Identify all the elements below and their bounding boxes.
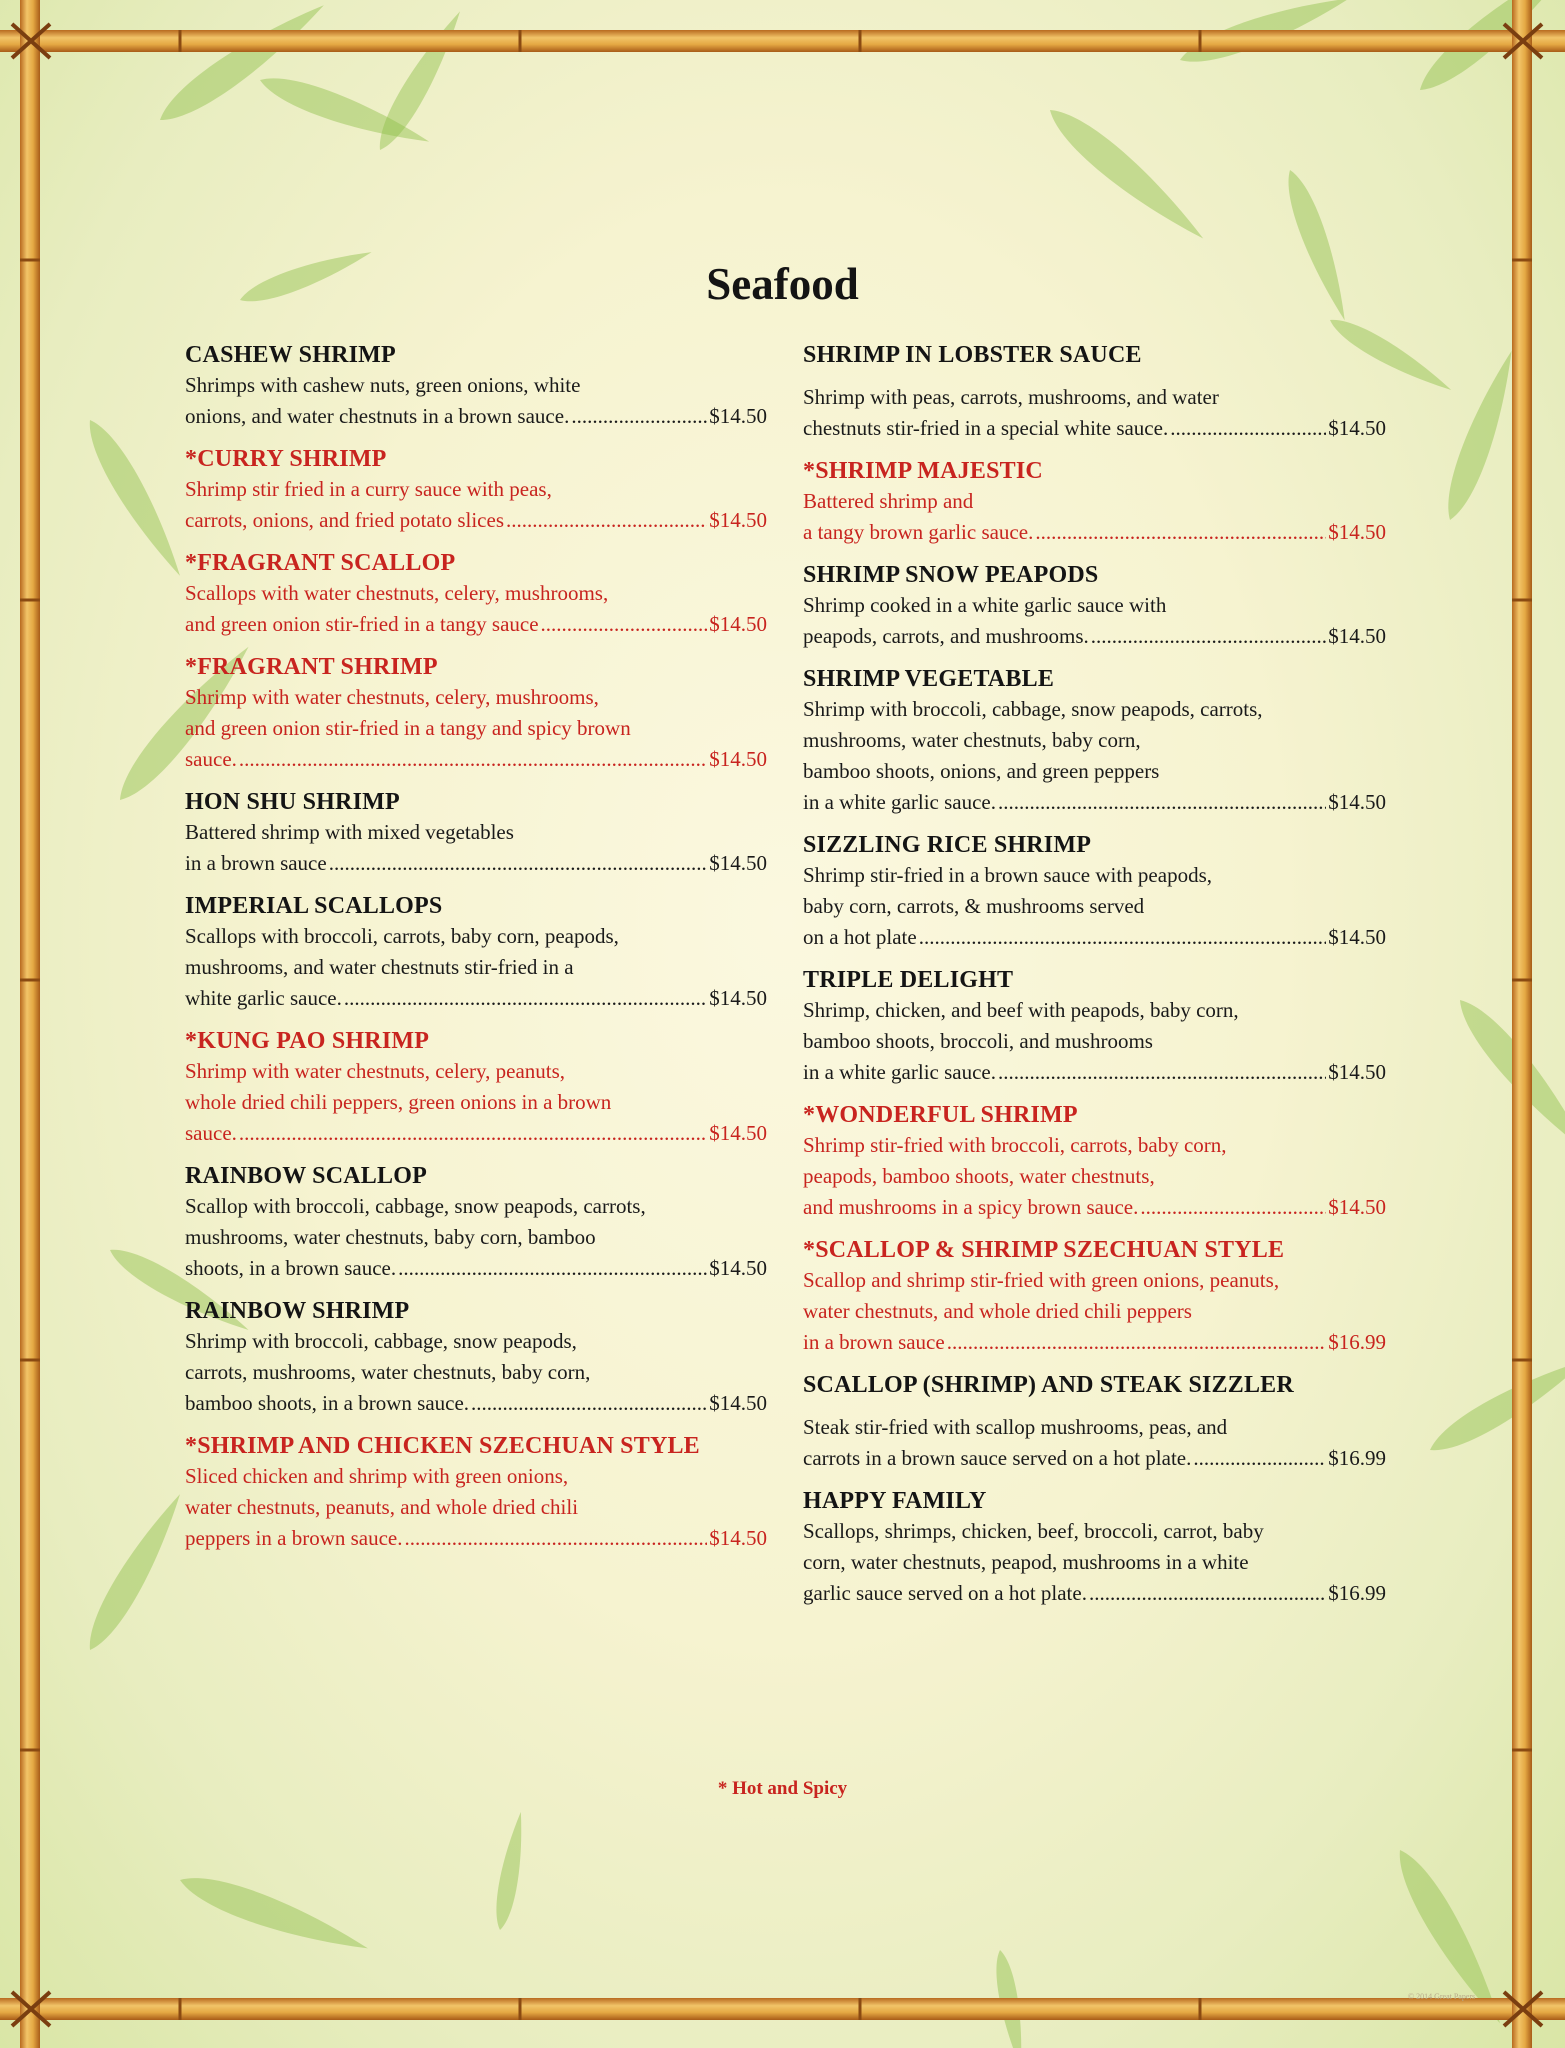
- dot-leader: [998, 787, 1326, 818]
- dot-leader: [571, 401, 707, 432]
- menu-item-price-line: [185, 983, 767, 1014]
- menu-item-description: carrots, mushrooms, water chestnuts, baby corn,: [185, 1360, 591, 1384]
- dot-leader: [471, 1388, 707, 1419]
- menu-item-price-line: [185, 744, 767, 775]
- menu-item-name: *SHRIMP MAJESTIC: [803, 458, 1043, 484]
- menu-item-name: *CURRY SHRIMP: [185, 446, 387, 472]
- dot-leader: [344, 983, 707, 1014]
- bamboo-top: [0, 30, 1565, 52]
- menu-item-description: white garlic sauce.: [185, 986, 342, 1010]
- menu-item-name: SHRIMP IN LOBSTER SAUCE: [803, 342, 1142, 368]
- menu-item-happy-family: [803, 1486, 1386, 1609]
- menu-item-description: and mushrooms in a spicy brown sauce.: [803, 1195, 1139, 1219]
- dot-leader: [919, 922, 1327, 953]
- menu-item-description: Sliced chicken and shrimp with green onions,: [185, 1464, 569, 1488]
- menu-item-description: Shrimp stir-fried in a brown sauce with peapods,: [803, 863, 1212, 887]
- menu-item-shrimp-and-chicken-szechuan-style: [185, 1431, 767, 1554]
- left-menu-column: [185, 340, 767, 1566]
- menu-item-price: $14.50: [709, 986, 767, 1010]
- menu-item-price-line: [185, 609, 767, 640]
- menu-item-shrimp-majestic: [803, 456, 1386, 548]
- copyright-notice: © 2014 Great Papers: [1408, 1992, 1476, 2001]
- menu-item-description: in a brown sauce: [185, 851, 327, 875]
- menu-item-description: Scallop with broccoli, cabbage, snow peapods, carrots,: [185, 1194, 646, 1218]
- menu-item-description: bamboo shoots, in a brown sauce.: [185, 1391, 470, 1415]
- menu-item-price: $14.50: [1328, 790, 1386, 814]
- menu-item-description: in a white garlic sauce.: [803, 790, 996, 814]
- menu-item-name: *KUNG PAO SHRIMP: [185, 1028, 430, 1054]
- menu-item-description: carrots in a brown sauce served on a hot plate.: [803, 1446, 1192, 1470]
- dot-leader: [998, 1057, 1326, 1088]
- dot-leader: [329, 848, 708, 879]
- menu-item-description: peppers in a brown sauce.: [185, 1526, 403, 1550]
- menu-item-description: mushrooms, and water chestnuts stir-fried in a: [185, 955, 574, 979]
- dot-leader: [947, 1327, 1327, 1358]
- dot-leader: [1193, 1443, 1326, 1474]
- menu-item-fragrant-shrimp: [185, 652, 767, 775]
- menu-item-description: Steak stir-fried with scallop mushrooms, peas, and: [803, 1415, 1228, 1439]
- menu-item-description: shoots, in a brown sauce.: [185, 1256, 397, 1280]
- menu-item-description: Scallop and shrimp stir-fried with green onions, peanuts,: [803, 1268, 1280, 1292]
- menu-item-price-line: [185, 1118, 767, 1149]
- dot-leader: [1091, 621, 1326, 652]
- dot-leader: [398, 1253, 707, 1284]
- menu-item-description: Scallops, shrimps, chicken, beef, broccoli, carrot, baby: [803, 1519, 1264, 1543]
- menu-item-price: $14.50: [1328, 416, 1386, 440]
- menu-item-name: *SHRIMP AND CHICKEN SZECHUAN STYLE: [185, 1433, 700, 1459]
- menu-item-wonderful-shrimp: [803, 1100, 1386, 1223]
- menu-item-description: mushrooms, water chestnuts, baby corn,: [803, 728, 1141, 752]
- menu-item-price: $14.50: [709, 1121, 767, 1145]
- menu-item-name: HAPPY FAMILY: [803, 1488, 987, 1514]
- menu-item-price: $14.50: [709, 1526, 767, 1550]
- menu-item-price-line: [803, 1443, 1386, 1474]
- menu-item-price-line: [803, 1327, 1386, 1358]
- menu-item-cashew-shrimp: [185, 340, 767, 432]
- menu-item-name: IMPERIAL SCALLOPS: [185, 893, 443, 919]
- menu-item-description: whole dried chili peppers, green onions in a brown: [185, 1090, 612, 1114]
- menu-item-price: $14.50: [709, 612, 767, 636]
- right-menu-column: [803, 340, 1386, 1621]
- menu-item-shrimp-snow-peapods: [803, 560, 1386, 652]
- dot-leader: [239, 1118, 707, 1149]
- menu-item-name: RAINBOW SCALLOP: [185, 1163, 427, 1189]
- menu-item-description: Shrimp with broccoli, cabbage, snow peapods, carrots,: [803, 697, 1263, 721]
- menu-item-price-line: [185, 1253, 767, 1284]
- menu-item-price-line: [803, 1578, 1386, 1609]
- hot-and-spicy-footnote: * Hot and Spicy: [717, 1778, 848, 1799]
- menu-item-price: $14.50: [1328, 1060, 1386, 1084]
- menu-item-description: Shrimp with water chestnuts, celery, peanuts,: [185, 1059, 566, 1083]
- menu-item-name: *WONDERFUL SHRIMP: [803, 1102, 1078, 1128]
- menu-item-description: Scallops with water chestnuts, celery, mushrooms,: [185, 581, 609, 605]
- menu-item-price-line: [803, 621, 1386, 652]
- menu-item-price: $14.50: [709, 1391, 767, 1415]
- menu-item-description: baby corn, carrots, & mushrooms served: [803, 894, 1145, 918]
- dot-leader: [239, 744, 707, 775]
- menu-item-description: Shrimp stir fried in a curry sauce with peas,: [185, 477, 552, 501]
- menu-item-description: in a brown sauce: [803, 1330, 945, 1354]
- menu-item-description: Shrimp, chicken, and beef with peapods, baby corn,: [803, 998, 1239, 1022]
- menu-item-imperial-scallops: [185, 891, 767, 1014]
- menu-item-name: SHRIMP SNOW PEAPODS: [803, 562, 1099, 588]
- menu-item-description: sauce.: [185, 1121, 237, 1145]
- menu-item-price-line: [803, 413, 1386, 444]
- menu-item-price-line: [185, 401, 767, 432]
- menu-item-price: $14.50: [1328, 624, 1386, 648]
- menu-item-description: bamboo shoots, broccoli, and mushrooms: [803, 1029, 1153, 1053]
- menu-item-price-line: [803, 517, 1386, 548]
- dot-leader: [405, 1523, 708, 1554]
- menu-item-price-line: [803, 922, 1386, 953]
- menu-item-description: Shrimps with cashew nuts, green onions, white: [185, 373, 581, 397]
- menu-item-price-line: [185, 1388, 767, 1419]
- menu-item-price: $16.99: [1328, 1581, 1386, 1605]
- menu-item-description: and green onion stir-fried in a tangy sauce: [185, 612, 539, 636]
- menu-item-description: in a white garlic sauce.: [803, 1060, 996, 1084]
- menu-item-description: sauce.: [185, 747, 237, 771]
- dot-leader: [541, 609, 708, 640]
- menu-item-price: $16.99: [1328, 1330, 1386, 1354]
- menu-item-description: Shrimp with broccoli, cabbage, snow peapods,: [185, 1329, 577, 1353]
- menu-item-description: carrots, onions, and fried potato slices: [185, 508, 504, 532]
- menu-item-description: mushrooms, water chestnuts, baby corn, bamboo: [185, 1225, 596, 1249]
- menu-item-description: water chestnuts, and whole dried chili peppers: [803, 1299, 1192, 1323]
- menu-item-shrimp-in-lobster-sauce: [803, 340, 1386, 444]
- menu-item-price-line: [185, 848, 767, 879]
- dot-leader: [1089, 1578, 1326, 1609]
- menu-item-description: peapods, bamboo shoots, water chestnuts,: [803, 1164, 1155, 1188]
- menu-item-price: $14.50: [709, 1256, 767, 1280]
- dot-leader: [506, 505, 707, 536]
- menu-item-description: corn, water chestnuts, peapod, mushrooms in a white: [803, 1550, 1249, 1574]
- menu-item-price-line: [803, 1057, 1386, 1088]
- menu-item-price: $14.50: [709, 851, 767, 875]
- menu-item-name: SIZZLING RICE SHRIMP: [803, 832, 1092, 858]
- menu-item-price: $14.50: [709, 508, 767, 532]
- menu-item-name: TRIPLE DELIGHT: [803, 967, 1014, 993]
- menu-item-kung-pao-shrimp: [185, 1026, 767, 1149]
- bamboo-bottom: [0, 1998, 1565, 2020]
- menu-item-rainbow-shrimp: [185, 1296, 767, 1419]
- menu-item-name: *SCALLOP & SHRIMP SZECHUAN STYLE: [803, 1237, 1285, 1263]
- menu-item-price: $16.99: [1328, 1446, 1386, 1470]
- menu-item-curry-shrimp: [185, 444, 767, 536]
- menu-item-price-line: [185, 505, 767, 536]
- menu-item-description: Battered shrimp with mixed vegetables: [185, 820, 514, 844]
- menu-item-rainbow-scallop: [185, 1161, 767, 1284]
- menu-item-description: Shrimp cooked in a white garlic sauce with: [803, 593, 1167, 617]
- menu-item-triple-delight: [803, 965, 1386, 1088]
- menu-item-scallop-shrimp-and-steak-sizzler: [803, 1370, 1386, 1474]
- menu-item-hon-shu-shrimp: [185, 787, 767, 879]
- menu-item-shrimp-vegetable: [803, 664, 1386, 818]
- menu-item-description: a tangy brown garlic sauce.: [803, 520, 1034, 544]
- menu-item-sizzling-rice-shrimp: [803, 830, 1386, 953]
- menu-item-description: Shrimp stir-fried with broccoli, carrots, baby corn,: [803, 1133, 1227, 1157]
- menu-item-price: $14.50: [1328, 925, 1386, 949]
- menu-item-price: $14.50: [1328, 1195, 1386, 1219]
- menu-item-description: bamboo shoots, onions, and green peppers: [803, 759, 1160, 783]
- menu-item-description: Shrimp with water chestnuts, celery, mushrooms,: [185, 685, 599, 709]
- menu-item-name: HON SHU SHRIMP: [185, 789, 400, 815]
- menu-item-description: Scallops with broccoli, carrots, baby corn, peapods,: [185, 924, 619, 948]
- menu-item-description: on a hot plate: [803, 925, 917, 949]
- menu-item-price-line: [803, 787, 1386, 818]
- menu-item-name: SCALLOP (SHRIMP) AND STEAK SIZZLER: [803, 1372, 1294, 1398]
- menu-item-name: CASHEW SHRIMP: [185, 342, 396, 368]
- menu-item-name: RAINBOW SHRIMP: [185, 1298, 410, 1324]
- menu-item-fragrant-scallop: [185, 548, 767, 640]
- menu-item-description: Battered shrimp and: [803, 489, 974, 513]
- menu-item-description: water chestnuts, peanuts, and whole dried chili: [185, 1495, 579, 1519]
- menu-item-price-line: [803, 1192, 1386, 1223]
- menu-item-description: onions, and water chestnuts in a brown sauce.: [185, 404, 570, 428]
- menu-item-name: *FRAGRANT SHRIMP: [185, 654, 438, 680]
- menu-item-name: *FRAGRANT SCALLOP: [185, 550, 456, 576]
- dot-leader: [1170, 413, 1326, 444]
- page-title: Seafood: [706, 259, 859, 309]
- dot-leader: [1140, 1192, 1326, 1223]
- menu-item-name: SHRIMP VEGETABLE: [803, 666, 1055, 692]
- menu-item-price: $14.50: [709, 747, 767, 771]
- menu-item-description: peapods, carrots, and mushrooms.: [803, 624, 1089, 648]
- menu-item-description: Shrimp with peas, carrots, mushrooms, and water: [803, 385, 1219, 409]
- menu-item-description: chestnuts stir-fried in a special white sauce.: [803, 416, 1169, 440]
- menu-item-price: $14.50: [709, 404, 767, 428]
- menu-item-scallop-shrimp-szechuan-style: [803, 1235, 1386, 1358]
- menu-item-price: $14.50: [1328, 520, 1386, 544]
- menu-item-description: garlic sauce served on a hot plate.: [803, 1581, 1087, 1605]
- menu-item-description: and green onion stir-fried in a tangy and spicy brown: [185, 716, 631, 740]
- menu-item-price-line: [185, 1523, 767, 1554]
- dot-leader: [1035, 517, 1326, 548]
